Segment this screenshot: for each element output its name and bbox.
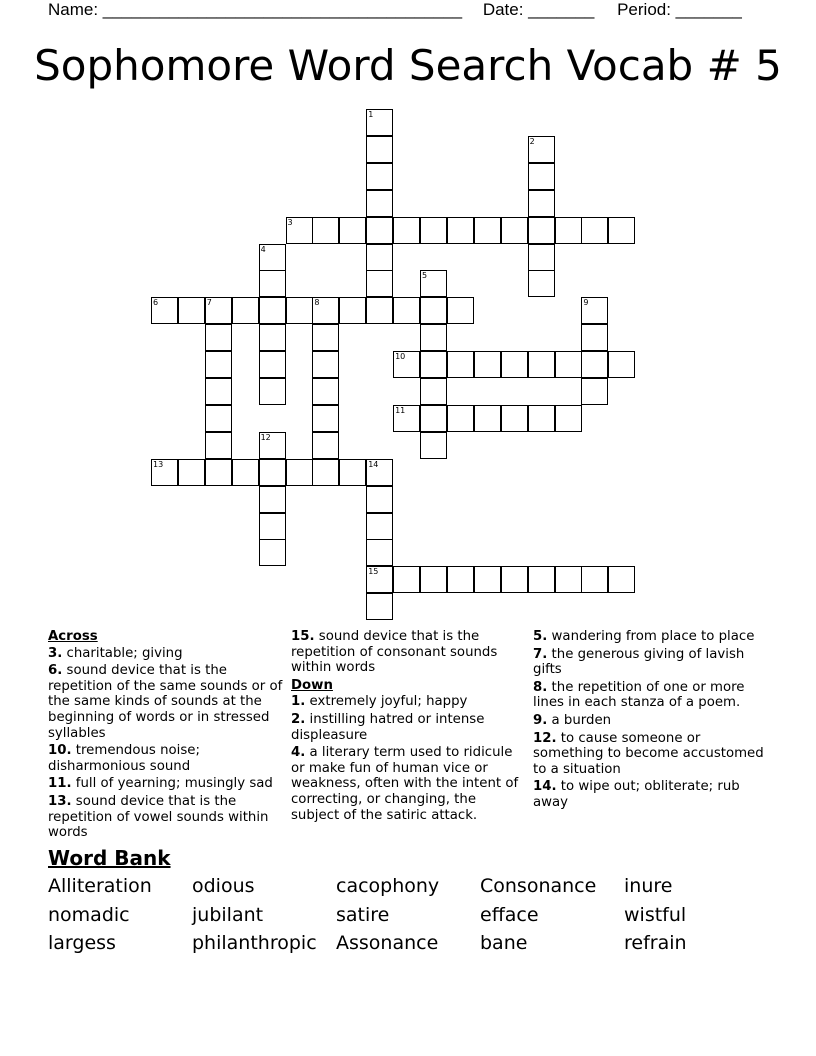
clue-column-2 xyxy=(291,628,523,825)
crossword-cell[interactable] xyxy=(528,351,555,378)
crossword-cell[interactable] xyxy=(474,217,501,244)
crossword-cell[interactable] xyxy=(501,217,528,244)
clue-number: 6 xyxy=(153,298,159,308)
crossword-cell[interactable] xyxy=(581,324,608,351)
crossword-cell[interactable] xyxy=(366,297,393,324)
clue-across-13: 13. sound device that is the repetition of vowel sounds within words xyxy=(48,793,269,841)
word-bank-item: Consonance xyxy=(480,875,597,897)
clue-down-4: 4. a literary term used to ridicule or make fun of human vice or weakness, often with the intent of correcting, or changing, the subject of the satiric attack. xyxy=(291,745,519,823)
word-bank-item: bane xyxy=(480,932,528,954)
date-field-label[interactable]: Date: _______ xyxy=(482,0,595,19)
crossword-cell[interactable] xyxy=(205,297,232,324)
clue-column-1 xyxy=(48,628,284,843)
word-bank-item: largess xyxy=(48,932,116,954)
word-bank-item: inure xyxy=(624,875,673,897)
crossword-cell[interactable] xyxy=(259,378,286,405)
clue-down-14: 14. to wipe out; obliterate; rub away xyxy=(533,779,740,810)
clue-across-10: 10. tremendous noise; disharmonious sound xyxy=(48,743,200,774)
clue-down-2: 2. instilling hatred or intense displeasure xyxy=(291,711,485,743)
crossword-cell[interactable] xyxy=(259,270,286,297)
word-bank-item: refrain xyxy=(624,932,687,954)
crossword-cell[interactable] xyxy=(581,566,608,593)
crossword-cell[interactable] xyxy=(312,378,339,405)
word-bank-item: cacophony xyxy=(336,875,440,897)
crossword-cell[interactable] xyxy=(581,297,608,324)
crossword-cell[interactable] xyxy=(151,297,178,324)
crossword-cell[interactable] xyxy=(366,217,393,244)
crossword-cell[interactable] xyxy=(259,513,286,540)
crossword-cell[interactable] xyxy=(259,324,286,351)
crossword-cell[interactable] xyxy=(259,351,286,378)
clue-number: 8 xyxy=(314,298,320,308)
crossword-cell[interactable] xyxy=(366,539,393,566)
word-bank-item: wistful xyxy=(624,904,687,926)
crossword-cell[interactable] xyxy=(366,459,393,486)
clue-down-1: 1. extremely joyful; happy xyxy=(291,694,468,710)
clue-number: 4 xyxy=(260,244,266,254)
crossword-cell[interactable] xyxy=(501,351,528,378)
crossword-cell[interactable] xyxy=(205,405,232,432)
crossword-cell[interactable] xyxy=(286,297,313,324)
clue-down-5: 5. wandering from place to place xyxy=(533,629,755,644)
clue-down-7: 7. the generous giving of lavish gifts xyxy=(533,646,745,678)
crossword-cell[interactable] xyxy=(259,539,286,566)
crossword-cell[interactable] xyxy=(474,351,501,378)
crossword-cell[interactable] xyxy=(420,324,447,351)
crossword-cell[interactable] xyxy=(339,217,366,244)
crossword-cell[interactable] xyxy=(447,217,474,244)
word-bank-item: philanthropic xyxy=(192,932,317,954)
crossword-cell[interactable] xyxy=(312,351,339,378)
crossword-cell[interactable] xyxy=(366,244,393,271)
crossword-cell[interactable] xyxy=(528,190,555,217)
clue-number: 10 xyxy=(395,352,406,362)
crossword-cell[interactable] xyxy=(474,405,501,432)
crossword-cell[interactable] xyxy=(205,432,232,459)
crossword-cell[interactable] xyxy=(205,351,232,378)
clue-down-8: 8. the repetition of one or more lines in each stanza of a poem. xyxy=(533,679,745,711)
crossword-cell[interactable] xyxy=(555,351,582,378)
crossword-cell[interactable] xyxy=(501,405,528,432)
word-bank-item: efface xyxy=(480,904,539,926)
crossword-cell[interactable] xyxy=(528,566,555,593)
clue-down-9: 9. a burden xyxy=(533,712,612,728)
crossword-cell[interactable] xyxy=(581,217,608,244)
crossword-cell[interactable] xyxy=(339,297,366,324)
crossword-cell[interactable] xyxy=(312,217,339,244)
clue-across-3: 3. charitable; giving xyxy=(48,645,183,661)
crossword-cell[interactable] xyxy=(555,405,582,432)
clue-number: 7 xyxy=(206,298,212,308)
crossword-cell[interactable] xyxy=(420,566,447,593)
crossword-cell[interactable] xyxy=(528,217,555,244)
clue-number: 12 xyxy=(260,432,271,442)
period-field-label[interactable]: Period: _______ xyxy=(617,0,742,19)
clue-number: 3 xyxy=(287,217,293,227)
crossword-cell[interactable] xyxy=(608,217,635,244)
crossword-cell[interactable] xyxy=(312,459,339,486)
crossword-cell[interactable] xyxy=(447,405,474,432)
crossword-cell[interactable] xyxy=(393,217,420,244)
clue-across-6: 6. sound device that is the repetition of the same sounds or of the same kinds of sounds at the beginning of words or in stressed syllables xyxy=(48,663,283,741)
clue-down-12: 12. to cause someone or something to become accustomed to a situation xyxy=(533,730,764,777)
crossword-cell[interactable] xyxy=(555,566,582,593)
crossword-cell[interactable] xyxy=(286,459,313,486)
word-bank-item: jubilant xyxy=(192,904,264,926)
crossword-cell[interactable] xyxy=(581,378,608,405)
crossword-cell[interactable] xyxy=(420,351,447,378)
word-bank-item: Assonance xyxy=(336,932,439,954)
crossword-cell[interactable] xyxy=(420,297,447,324)
crossword-cell[interactable] xyxy=(420,405,447,432)
clue-across-15: 15. sound device that is the repetition of consonant sounds within words xyxy=(291,629,498,676)
crossword-cell[interactable] xyxy=(393,566,420,593)
down-heading: Down xyxy=(291,677,333,693)
clue-column-3 xyxy=(533,628,769,813)
word-bank-item: satire xyxy=(336,904,390,926)
page-title: Sophomore Word Search Vocab # 5 xyxy=(34,41,782,90)
crossword-cell[interactable] xyxy=(528,244,555,271)
across-heading: Across xyxy=(48,629,98,644)
crossword-cell[interactable] xyxy=(420,217,447,244)
crossword-cell[interactable] xyxy=(205,378,232,405)
crossword-cell[interactable] xyxy=(420,270,447,297)
crossword-cell[interactable] xyxy=(447,351,474,378)
crossword-cell[interactable] xyxy=(366,513,393,540)
crossword-cell[interactable] xyxy=(259,432,286,459)
header xyxy=(48,0,742,20)
crossword-cell[interactable] xyxy=(259,244,286,271)
crossword-cell[interactable] xyxy=(366,136,393,163)
crossword-cell[interactable] xyxy=(205,324,232,351)
clue-number: 1 xyxy=(368,110,374,119)
crossword-cell[interactable] xyxy=(447,566,474,593)
word-bank-title: Word Bank xyxy=(48,846,171,870)
crossword-cell[interactable] xyxy=(178,297,205,324)
crossword-cell[interactable] xyxy=(366,190,393,217)
crossword-cell[interactable] xyxy=(393,351,420,378)
crossword-cell[interactable] xyxy=(312,324,339,351)
crossword-cell[interactable] xyxy=(339,459,366,486)
name-field-label[interactable]: Name: ______________________________________ xyxy=(48,0,463,19)
crossword-cell[interactable] xyxy=(501,566,528,593)
clue-number: 14 xyxy=(368,459,379,469)
crossword-cell[interactable] xyxy=(312,405,339,432)
crossword-cell[interactable] xyxy=(259,486,286,513)
crossword-cell[interactable] xyxy=(366,109,393,136)
crossword-cell[interactable] xyxy=(420,378,447,405)
crossword-cell[interactable] xyxy=(312,297,339,324)
crossword-cell[interactable] xyxy=(312,432,339,459)
crossword-cell[interactable] xyxy=(286,217,313,244)
word-bank-item: Alliteration xyxy=(48,875,152,897)
crossword-cell[interactable] xyxy=(366,566,393,593)
clue-number: 15 xyxy=(368,567,379,577)
clue-number: 5 xyxy=(422,271,428,281)
crossword-cell[interactable] xyxy=(232,459,259,486)
crossword-cell[interactable] xyxy=(528,270,555,297)
crossword-cell[interactable] xyxy=(608,566,635,593)
crossword-cell[interactable] xyxy=(447,297,474,324)
crossword-cell[interactable] xyxy=(393,297,420,324)
crossword-cell[interactable] xyxy=(528,163,555,190)
crossword-cell[interactable] xyxy=(393,405,420,432)
crossword-cell[interactable] xyxy=(259,459,286,486)
crossword-cell[interactable] xyxy=(366,163,393,190)
clue-number: 9 xyxy=(583,298,589,308)
word-bank-item: nomadic xyxy=(48,904,130,926)
crossword-cell[interactable] xyxy=(528,136,555,163)
crossword-cell[interactable] xyxy=(151,459,178,486)
crossword-cell[interactable] xyxy=(205,459,232,486)
crossword-cell[interactable] xyxy=(474,566,501,593)
crossword-cell[interactable] xyxy=(528,405,555,432)
crossword-cell[interactable] xyxy=(608,351,635,378)
clue-number: 13 xyxy=(153,459,164,469)
clue-across-11: 11. full of yearning; musingly sad xyxy=(48,776,273,792)
clue-number: 2 xyxy=(529,136,535,146)
crossword-cell[interactable] xyxy=(259,297,286,324)
crossword-cell[interactable] xyxy=(366,593,393,620)
clue-number: 11 xyxy=(395,405,406,415)
crossword-cell[interactable] xyxy=(420,432,447,459)
crossword-cell[interactable] xyxy=(366,270,393,297)
crossword-cell[interactable] xyxy=(366,486,393,513)
crossword-cell[interactable] xyxy=(555,217,582,244)
crossword-cell[interactable] xyxy=(232,297,259,324)
crossword-cell[interactable] xyxy=(178,459,205,486)
crossword-cell[interactable] xyxy=(581,351,608,378)
word-bank-item: odious xyxy=(192,875,255,897)
